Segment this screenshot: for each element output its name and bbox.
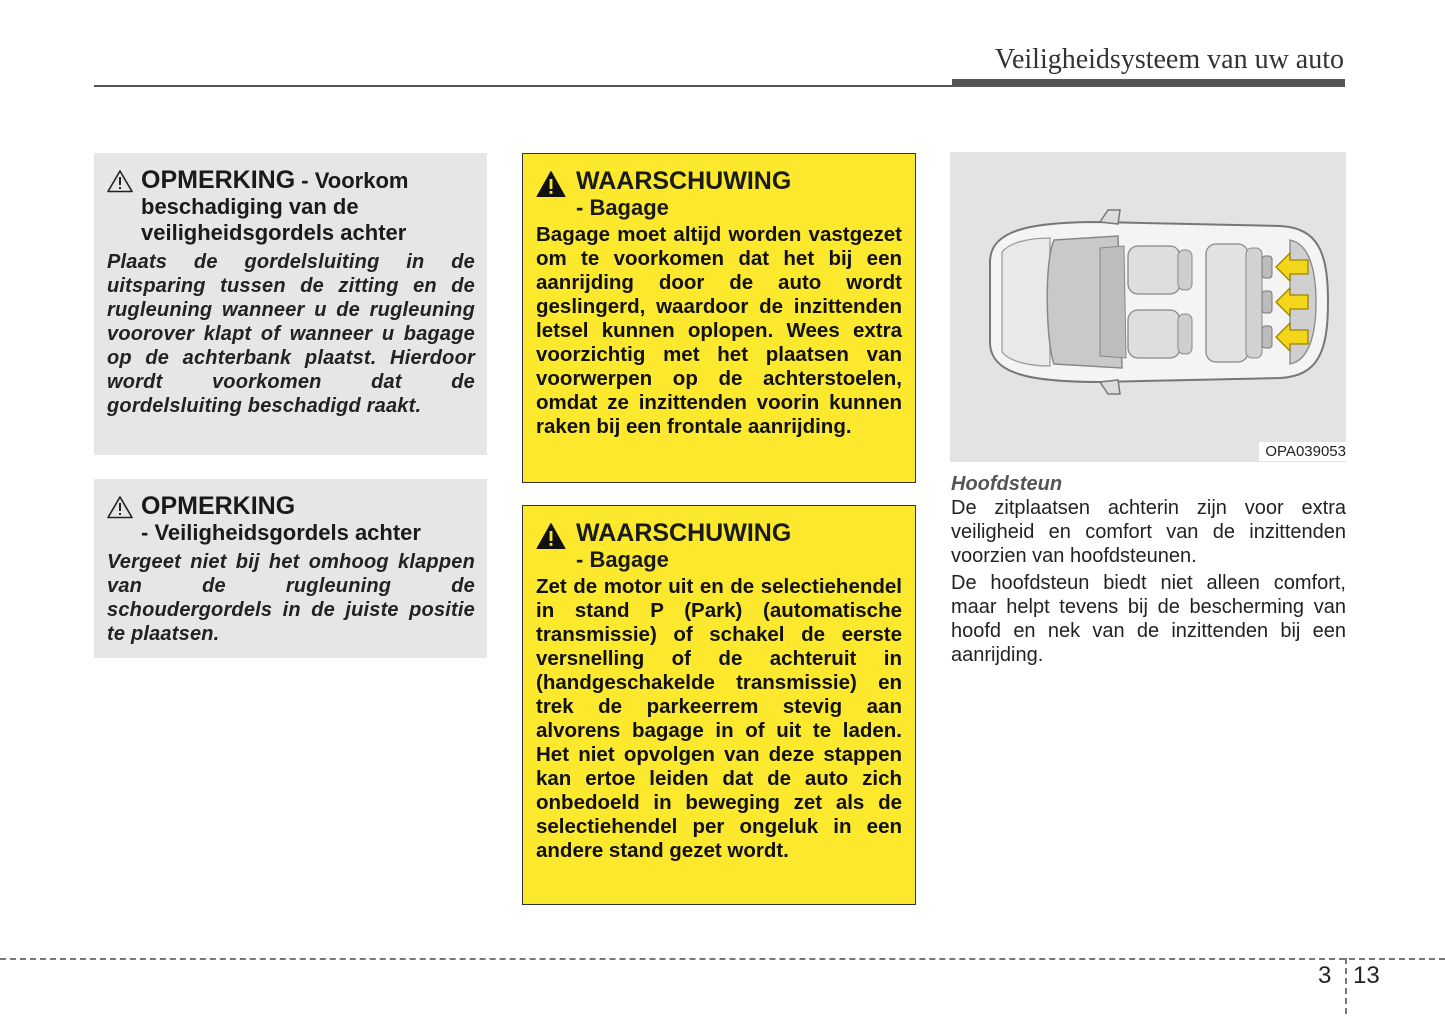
note-body: Plaats de gordelsluiting in de uitsparing tussen de zitting en de rugleuning wanneer u de rugleuning voorover klapt of wanneer u bagage op de achterbank plaatst. Hierdoor wordt voorkomen dat de gordelsluiting beschadigd raakt. [107,251,475,417]
footer-divider [1345,958,1347,1014]
note-heading [107,493,475,546]
car-headrest-illustration [950,152,1346,462]
note-title-suffix: - Voorkom [295,168,409,193]
paragraph: De hoofdsteun biedt niet alleen comfort, maar helpt tevens bij de bescherming van hoofd en nek van de inzittenden bij een aanrijding. [951,572,1346,666]
warning-box-luggage-secure [522,153,916,483]
note-title-line: veiligheidsgordels achter [141,220,407,245]
note-heading [107,167,475,246]
note-label: OPMERKING [141,492,296,520]
header-bar [952,79,1345,87]
warning-body: Bagage moet altijd worden vastgezet om te voorkomen dat het bij een aanrijding door de auto wordt geslingerd, waardoor de inzittenden letsel kunnen oplopen. Wees extra voorzichtig met het plaatsen van voorwerpen op de achterstoelen, omdat ze inzittenden voorin kunnen raken bij een frontale aanrijding. [536,223,902,438]
header-rule [94,85,952,87]
chapter-number: 3 [1318,962,1332,989]
warning-subtitle: - Bagage [576,547,669,572]
warning-heading [536,520,902,573]
warning-label: WAARSCHUWING [576,519,792,547]
figure-caption [950,443,1346,460]
warning-box-luggage-loading [522,505,916,905]
headrest-section [951,470,1346,670]
section-heading: Hoofdsteun [951,473,1063,495]
note-box-belt-damage [94,153,487,455]
warning-body: Zet de motor uit en de selectiehendel in stand P (Park) (automatische transmissie) of schakel de eerste versnelling of de achteruit in (handgeschakelde transmissie) en trek de parkeerrem stevig aan alvorens bagage in of uit te laden. Het niet opvolgen van deze stappen kan ertoe leiden dat de auto zich onbedoeld in beweging zet als de selectiehendel per ongeluk in een andere stand gezet wordt. [536,575,902,862]
paragraph: De zitplaatsen achterin zijn voor extra veiligheid en comfort van de inzittenden voorzien van hoofdsteunen. [951,497,1346,567]
warning-triangle-icon [536,170,566,198]
warning-triangle-icon [107,169,133,193]
warning-triangle-icon [536,522,566,550]
warning-heading [536,168,902,221]
note-subtitle: - Veiligheidsgordels achter [141,520,421,545]
car-top-view-icon [950,152,1346,462]
warning-triangle-icon [107,495,133,519]
note-box-rear-belts [94,479,487,658]
warning-label: WAARSCHUWING [576,167,792,195]
page-header-title: Veiligheidsysteem van uw auto [994,44,1344,75]
page-number: 13 [1353,962,1380,989]
note-title-line: beschadiging van de [141,194,359,219]
note-label: OPMERKING [141,166,296,194]
figure-code: OPA039053 [1259,442,1346,461]
warning-subtitle: - Bagage [576,195,669,220]
note-body: Vergeet niet bij het omhoog klappen van de rugleuning de schoudergordels in de juiste positie te plaatsen. [107,551,475,645]
footer-rule [0,958,1445,960]
